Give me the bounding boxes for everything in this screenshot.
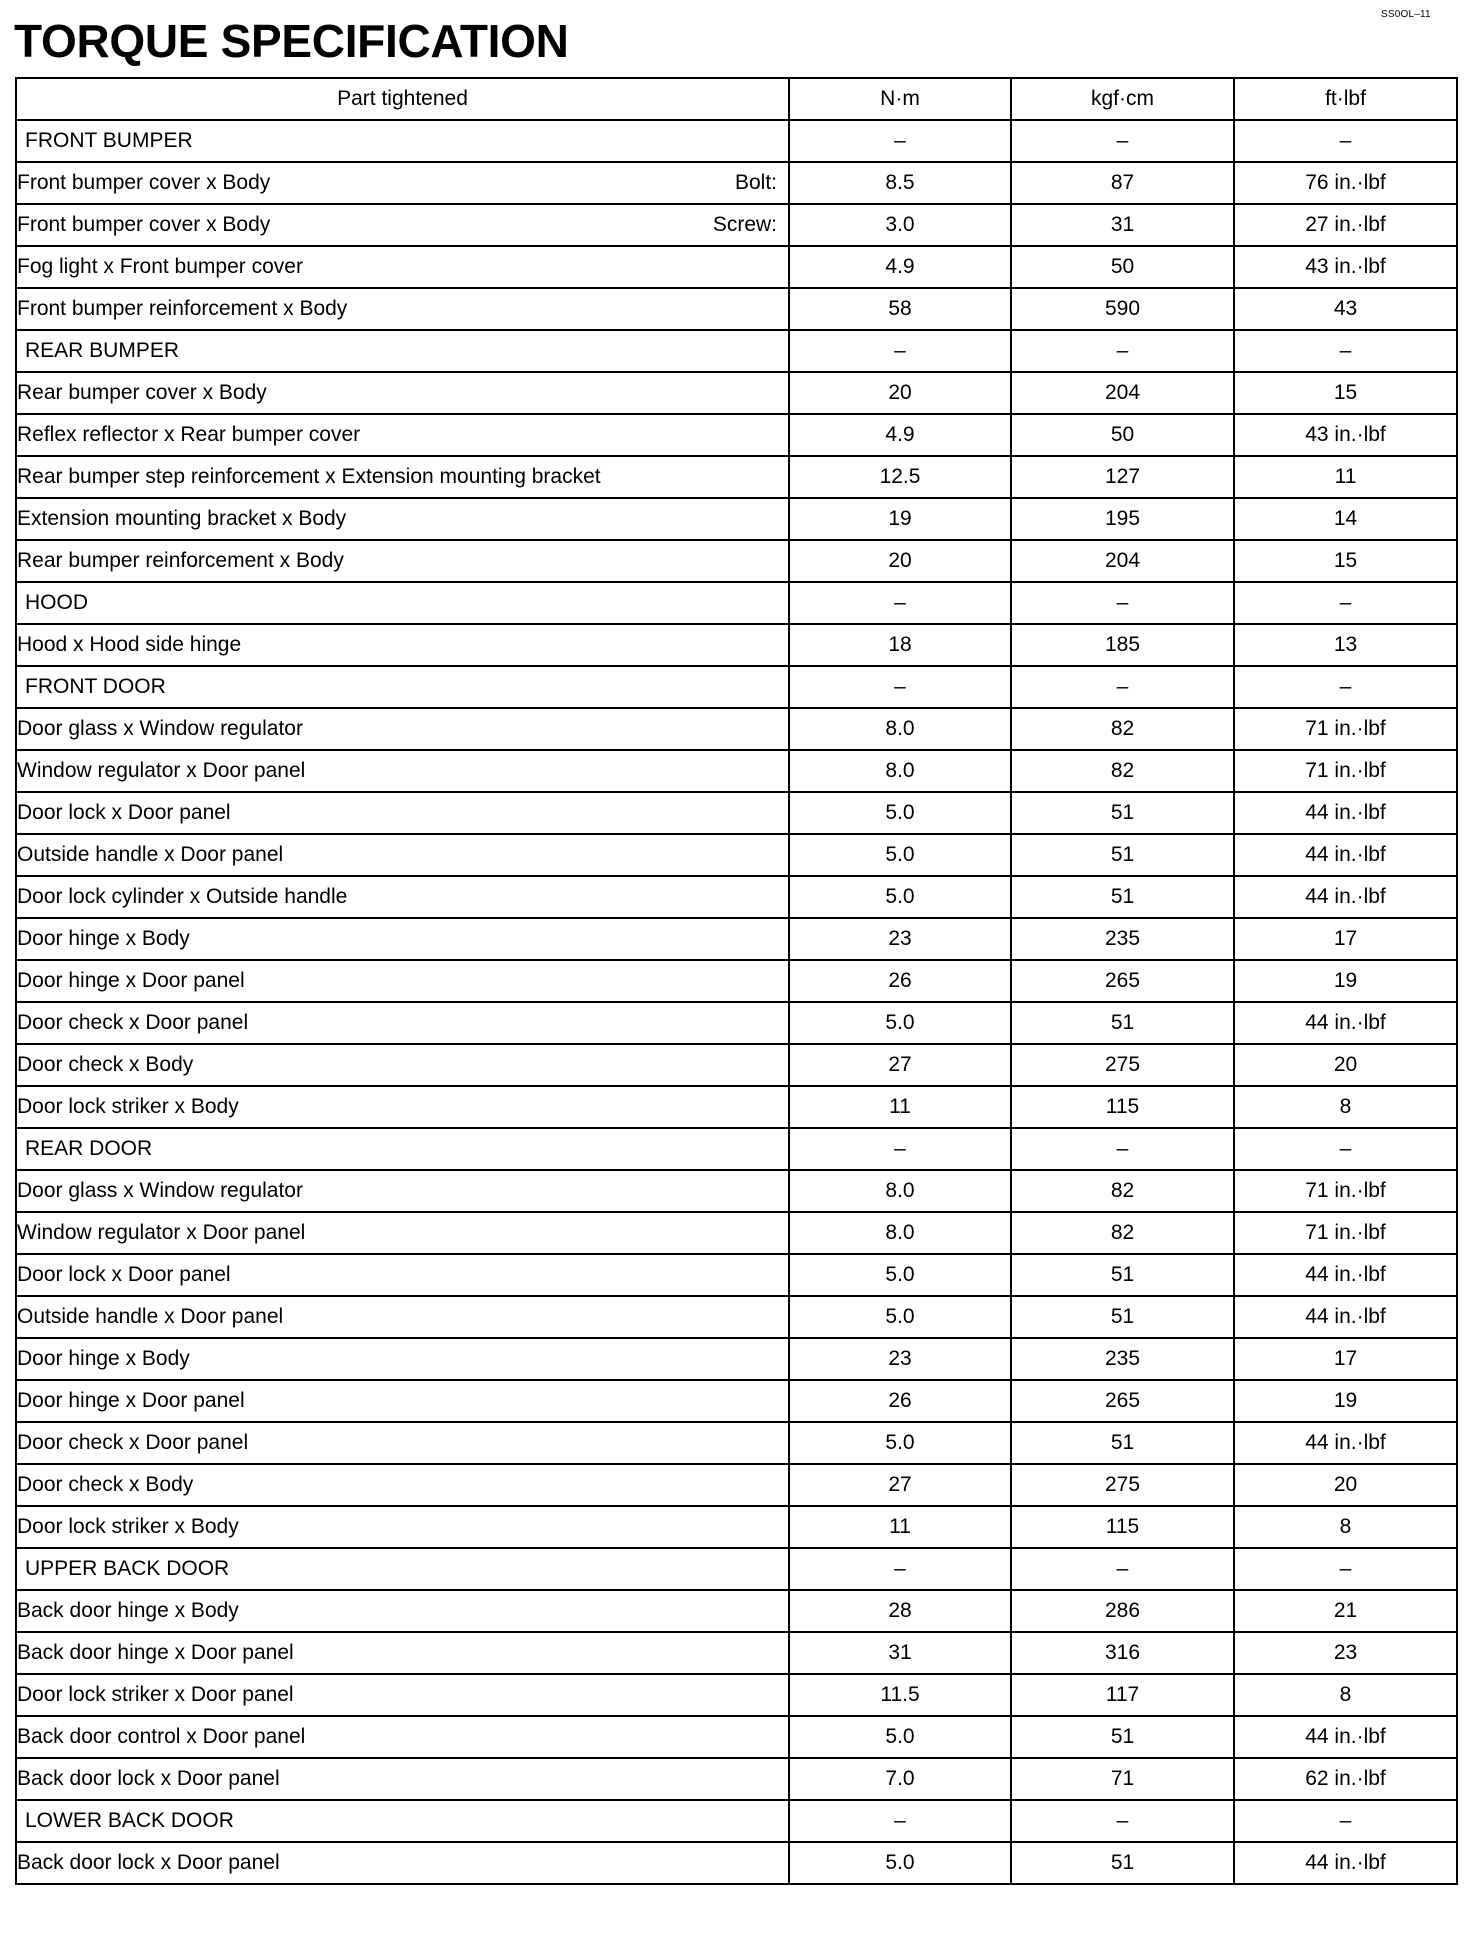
part-cell: [16, 624, 789, 666]
part-name: Door lock striker x Body: [17, 1095, 239, 1118]
column-header-ft: ft·lbf: [1234, 78, 1457, 120]
nm-value: 58: [789, 288, 1011, 330]
nm-value: 5.0: [789, 1296, 1011, 1338]
table-row: [16, 414, 1457, 456]
table-row: [16, 1758, 1457, 1800]
table-row: [16, 1464, 1457, 1506]
kgf-value: 204: [1011, 540, 1234, 582]
part-name: Hood x Hood side hinge: [17, 633, 242, 656]
ft-value: 14: [1234, 498, 1457, 540]
part-cell: [16, 1086, 789, 1128]
kgf-value: 82: [1011, 1212, 1234, 1254]
table-row: [16, 1506, 1457, 1548]
nm-value: 27: [789, 1464, 1011, 1506]
ft-value: 44 in.·lbf: [1234, 1422, 1457, 1464]
part-cell: [16, 1044, 789, 1086]
ft-value: 71 in.·lbf: [1234, 750, 1457, 792]
nm-value: 8.5: [789, 162, 1011, 204]
nm-value: 28: [789, 1590, 1011, 1632]
kgf-value: 82: [1011, 708, 1234, 750]
table-row: [16, 876, 1457, 918]
kgf-value: 51: [1011, 834, 1234, 876]
part-name: Window regulator x Door panel: [17, 1221, 306, 1244]
ft-value: 43 in.·lbf: [1234, 414, 1457, 456]
table-row: [16, 1170, 1457, 1212]
kgf-value: 265: [1011, 960, 1234, 1002]
kgf-value: 50: [1011, 246, 1234, 288]
kgf-value: 115: [1011, 1086, 1234, 1128]
ft-value: 23: [1234, 1632, 1457, 1674]
nm-value: 23: [789, 918, 1011, 960]
section-name: LOWER BACK DOOR: [25, 1809, 234, 1832]
part-name: Door check x Body: [17, 1473, 194, 1496]
kgf-value: 235: [1011, 1338, 1234, 1380]
table-row: [16, 288, 1457, 330]
table-row: [16, 1212, 1457, 1254]
table-row: [16, 1632, 1457, 1674]
ft-value: 44 in.·lbf: [1234, 1296, 1457, 1338]
kgf-value: 51: [1011, 1254, 1234, 1296]
part-name: Fog light x Front bumper cover: [17, 255, 303, 278]
nm-value: 19: [789, 498, 1011, 540]
part-name: Door check x Door panel: [17, 1011, 249, 1034]
ft-value: 76 in.·lbf: [1234, 162, 1457, 204]
table-row: [16, 834, 1457, 876]
table-row: [16, 624, 1457, 666]
nm-value: 23: [789, 1338, 1011, 1380]
nm-value: 3.0: [789, 204, 1011, 246]
part-name: Door hinge x Door panel: [17, 969, 245, 992]
part-cell: [16, 1674, 789, 1716]
kgf-value: –: [1011, 1800, 1234, 1842]
ft-value: 8: [1234, 1086, 1457, 1128]
table-row: [16, 1002, 1457, 1044]
document-code: SS0OL–11: [1381, 9, 1431, 20]
nm-value: –: [789, 1800, 1011, 1842]
table-row: [16, 1254, 1457, 1296]
part-name: Door check x Body: [17, 1053, 194, 1076]
kgf-value: 82: [1011, 1170, 1234, 1212]
kgf-value: 275: [1011, 1464, 1234, 1506]
part-name: Outside handle x Door panel: [17, 1305, 284, 1328]
kgf-value: –: [1011, 666, 1234, 708]
section-header-row: [16, 120, 1457, 162]
part-cell: [16, 1170, 789, 1212]
part-name: Back door lock x Door panel: [17, 1851, 280, 1874]
section-name-cell: [16, 1800, 789, 1842]
part-cell: [16, 1716, 789, 1758]
ft-value: –: [1234, 1800, 1457, 1842]
nm-value: –: [789, 666, 1011, 708]
part-cell: [16, 204, 789, 246]
ft-value: 44 in.·lbf: [1234, 1842, 1457, 1884]
nm-value: 26: [789, 960, 1011, 1002]
part-cell: [16, 876, 789, 918]
ft-value: 27 in.·lbf: [1234, 204, 1457, 246]
ft-value: –: [1234, 120, 1457, 162]
part-name: Window regulator x Door panel: [17, 759, 306, 782]
table-row: [16, 372, 1457, 414]
part-cell: [16, 708, 789, 750]
ft-value: 20: [1234, 1044, 1457, 1086]
part-cell: [16, 750, 789, 792]
nm-value: –: [789, 330, 1011, 372]
table-row: [16, 1296, 1457, 1338]
part-name: Door lock x Door panel: [17, 801, 231, 824]
kgf-value: –: [1011, 582, 1234, 624]
nm-value: 4.9: [789, 246, 1011, 288]
ft-value: 44 in.·lbf: [1234, 1254, 1457, 1296]
nm-value: 5.0: [789, 1842, 1011, 1884]
part-name: Back door hinge x Body: [17, 1599, 239, 1622]
section-name-cell: [16, 582, 789, 624]
nm-value: 8.0: [789, 1170, 1011, 1212]
table-row: [16, 1044, 1457, 1086]
part-cell: [16, 960, 789, 1002]
table-row: [16, 708, 1457, 750]
nm-value: 5.0: [789, 792, 1011, 834]
kgf-value: 195: [1011, 498, 1234, 540]
fastener-type: Bolt:: [734, 171, 777, 194]
ft-value: 13: [1234, 624, 1457, 666]
part-name: Rear bumper step reinforcement x Extension mounting bracket: [17, 465, 601, 488]
table-row: [16, 1674, 1457, 1716]
part-cell: [16, 1506, 789, 1548]
section-name-cell: [16, 120, 789, 162]
ft-value: 71 in.·lbf: [1234, 1212, 1457, 1254]
ft-value: 43 in.·lbf: [1234, 246, 1457, 288]
part-name: Door hinge x Body: [17, 1347, 190, 1370]
section-header-row: [16, 1548, 1457, 1590]
ft-value: 44 in.·lbf: [1234, 1716, 1457, 1758]
kgf-value: 31: [1011, 204, 1234, 246]
nm-value: –: [789, 1128, 1011, 1170]
ft-value: 15: [1234, 540, 1457, 582]
ft-value: 19: [1234, 1380, 1457, 1422]
page-title: TORQUE SPECIFICATION: [14, 15, 569, 67]
part-name: Back door lock x Door panel: [17, 1767, 280, 1790]
table-row: [16, 498, 1457, 540]
part-cell: [16, 834, 789, 876]
part-cell: [16, 372, 789, 414]
section-name: HOOD: [25, 591, 88, 614]
table-row: [16, 162, 1457, 204]
ft-value: 44 in.·lbf: [1234, 1002, 1457, 1044]
table-row: [16, 456, 1457, 498]
part-name: Back door hinge x Door panel: [17, 1641, 294, 1664]
table-row: [16, 792, 1457, 834]
part-cell: [16, 162, 789, 204]
ft-value: –: [1234, 330, 1457, 372]
table-row: [16, 204, 1457, 246]
ft-value: 8: [1234, 1506, 1457, 1548]
kgf-value: 265: [1011, 1380, 1234, 1422]
table-row: [16, 1842, 1457, 1884]
ft-value: 44 in.·lbf: [1234, 792, 1457, 834]
part-cell: [16, 1002, 789, 1044]
ft-value: –: [1234, 666, 1457, 708]
table-row: [16, 750, 1457, 792]
table-header-row: [16, 78, 1457, 120]
kgf-value: –: [1011, 120, 1234, 162]
nm-value: 8.0: [789, 1212, 1011, 1254]
part-name: Reflex reflector x Rear bumper cover: [17, 423, 361, 446]
ft-value: 19: [1234, 960, 1457, 1002]
part-name: Door lock striker x Door panel: [17, 1683, 294, 1706]
part-name: Door lock striker x Body: [17, 1515, 239, 1538]
nm-value: 5.0: [789, 876, 1011, 918]
section-name: FRONT DOOR: [25, 675, 166, 698]
section-header-row: [16, 1128, 1457, 1170]
ft-value: 71 in.·lbf: [1234, 1170, 1457, 1212]
nm-value: –: [789, 582, 1011, 624]
ft-value: –: [1234, 1128, 1457, 1170]
nm-value: 8.0: [789, 750, 1011, 792]
part-cell: [16, 456, 789, 498]
ft-value: 44 in.·lbf: [1234, 876, 1457, 918]
fastener-type: Screw:: [712, 213, 777, 236]
part-name: Back door control x Door panel: [17, 1725, 306, 1748]
section-header-row: [16, 1800, 1457, 1842]
ft-value: 17: [1234, 1338, 1457, 1380]
ft-value: 21: [1234, 1590, 1457, 1632]
table-row: [16, 1380, 1457, 1422]
part-name: Outside handle x Door panel: [17, 843, 284, 866]
nm-value: 7.0: [789, 1758, 1011, 1800]
table-row: [16, 1338, 1457, 1380]
ft-value: 11: [1234, 456, 1457, 498]
part-cell: [16, 1632, 789, 1674]
table-row: [16, 540, 1457, 582]
part-cell: [16, 792, 789, 834]
part-cell: [16, 498, 789, 540]
kgf-value: 590: [1011, 288, 1234, 330]
kgf-value: 51: [1011, 792, 1234, 834]
section-name-cell: [16, 666, 789, 708]
nm-value: 8.0: [789, 708, 1011, 750]
nm-value: 26: [789, 1380, 1011, 1422]
kgf-value: 127: [1011, 456, 1234, 498]
ft-value: 20: [1234, 1464, 1457, 1506]
part-cell: [16, 1296, 789, 1338]
ft-value: 71 in.·lbf: [1234, 708, 1457, 750]
ft-value: –: [1234, 582, 1457, 624]
kgf-value: 115: [1011, 1506, 1234, 1548]
nm-value: –: [789, 120, 1011, 162]
kgf-value: 185: [1011, 624, 1234, 666]
part-name: Rear bumper reinforcement x Body: [17, 549, 344, 572]
kgf-value: 51: [1011, 876, 1234, 918]
nm-value: 5.0: [789, 1716, 1011, 1758]
kgf-value: 204: [1011, 372, 1234, 414]
part-cell: [16, 1254, 789, 1296]
part-name: Door lock cylinder x Outside handle: [17, 885, 348, 908]
kgf-value: 51: [1011, 1296, 1234, 1338]
part-name: Extension mounting bracket x Body: [17, 507, 347, 530]
table-row: [16, 1590, 1457, 1632]
kgf-value: 51: [1011, 1422, 1234, 1464]
kgf-value: –: [1011, 1128, 1234, 1170]
ft-value: 44 in.·lbf: [1234, 834, 1457, 876]
ft-value: –: [1234, 1548, 1457, 1590]
kgf-value: 275: [1011, 1044, 1234, 1086]
nm-value: 11: [789, 1086, 1011, 1128]
nm-value: 5.0: [789, 1422, 1011, 1464]
nm-value: 5.0: [789, 1002, 1011, 1044]
part-name: Door glass x Window regulator: [17, 1179, 303, 1202]
nm-value: 4.9: [789, 414, 1011, 456]
kgf-value: 50: [1011, 414, 1234, 456]
section-name-cell: [16, 1128, 789, 1170]
part-cell: [16, 540, 789, 582]
part-cell: [16, 246, 789, 288]
column-header-kgf: kgf·cm: [1011, 78, 1234, 120]
kgf-value: 71: [1011, 1758, 1234, 1800]
part-name: Front bumper cover x Body: [17, 213, 271, 236]
section-header-row: [16, 582, 1457, 624]
part-name: Door hinge x Door panel: [17, 1389, 245, 1412]
kgf-value: –: [1011, 1548, 1234, 1590]
section-name: FRONT BUMPER: [25, 129, 193, 152]
nm-value: 31: [789, 1632, 1011, 1674]
kgf-value: 82: [1011, 750, 1234, 792]
part-cell: [16, 1380, 789, 1422]
section-header-row: [16, 330, 1457, 372]
nm-value: 20: [789, 372, 1011, 414]
nm-value: 27: [789, 1044, 1011, 1086]
section-header-row: [16, 666, 1457, 708]
part-name: Door check x Door panel: [17, 1431, 249, 1454]
part-cell: [16, 1212, 789, 1254]
part-cell: [16, 414, 789, 456]
kgf-value: 235: [1011, 918, 1234, 960]
table-row: [16, 960, 1457, 1002]
nm-value: 5.0: [789, 834, 1011, 876]
nm-value: 11.5: [789, 1674, 1011, 1716]
kgf-value: 117: [1011, 1674, 1234, 1716]
kgf-value: 87: [1011, 162, 1234, 204]
section-name-cell: [16, 330, 789, 372]
ft-value: 15: [1234, 372, 1457, 414]
nm-value: 11: [789, 1506, 1011, 1548]
kgf-value: 51: [1011, 1002, 1234, 1044]
table-row: [16, 1716, 1457, 1758]
part-name: Door glass x Window regulator: [17, 717, 303, 740]
kgf-value: 51: [1011, 1842, 1234, 1884]
nm-value: 5.0: [789, 1254, 1011, 1296]
part-cell: [16, 1590, 789, 1632]
part-name: Door lock x Door panel: [17, 1263, 231, 1286]
part-name: Door hinge x Body: [17, 927, 190, 950]
part-name: Front bumper cover x Body: [17, 171, 271, 194]
part-cell: [16, 1338, 789, 1380]
ft-value: 43: [1234, 288, 1457, 330]
table-body: [16, 120, 1457, 1884]
part-cell: [16, 1842, 789, 1884]
ft-value: 17: [1234, 918, 1457, 960]
kgf-value: 286: [1011, 1590, 1234, 1632]
section-name-cell: [16, 1548, 789, 1590]
part-name: Rear bumper cover x Body: [17, 381, 267, 404]
table-row: [16, 918, 1457, 960]
kgf-value: 51: [1011, 1716, 1234, 1758]
section-name: UPPER BACK DOOR: [25, 1557, 230, 1580]
table-row: [16, 1086, 1457, 1128]
nm-value: 18: [789, 624, 1011, 666]
part-cell: [16, 1464, 789, 1506]
kgf-value: –: [1011, 330, 1234, 372]
section-name: REAR DOOR: [25, 1137, 153, 1160]
part-cell: [16, 288, 789, 330]
kgf-value: 316: [1011, 1632, 1234, 1674]
part-cell: [16, 1422, 789, 1464]
nm-value: 12.5: [789, 456, 1011, 498]
section-name: REAR BUMPER: [25, 339, 180, 362]
table-row: [16, 1422, 1457, 1464]
part-cell: [16, 1758, 789, 1800]
nm-value: –: [789, 1548, 1011, 1590]
nm-value: 20: [789, 540, 1011, 582]
part-cell: [16, 918, 789, 960]
part-name: Front bumper reinforcement x Body: [17, 297, 348, 320]
column-header-part: Part tightened: [16, 78, 789, 120]
ft-value: 8: [1234, 1674, 1457, 1716]
table-row: [16, 246, 1457, 288]
torque-spec-table: [15, 77, 1458, 1885]
ft-value: 62 in.·lbf: [1234, 1758, 1457, 1800]
column-header-nm: N·m: [789, 78, 1011, 120]
